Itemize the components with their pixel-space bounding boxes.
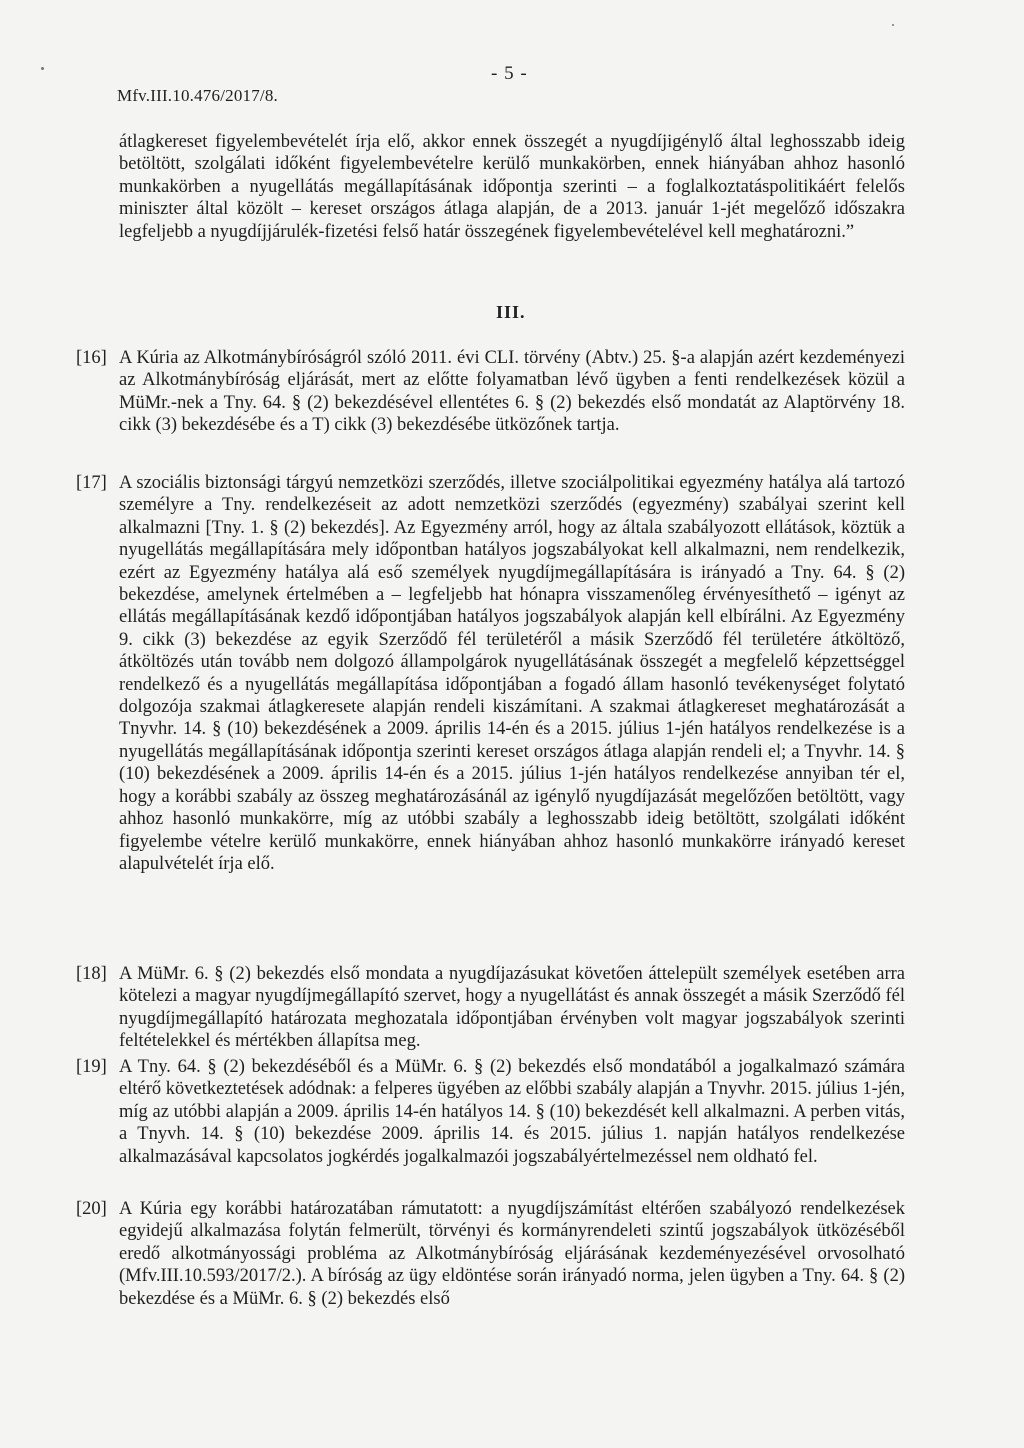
paragraph-20: [76, 1198, 905, 1310]
paragraph-number: [17]: [76, 473, 107, 493]
paragraph-18: [76, 963, 905, 1053]
intro-paragraph: átlagkereset figyelembevételét írja elő, akkor ennek összegét a nyugdíjigénylő által leghosszabb ideig betöltött, szolgálati időként figyelembevételre kerülő munkakörben, ennek hiányában ahhoz hasonló munkakörben a nyugellátás megállapításának időpontja szerinti – a foglalkoztatáspolitikáért felelős miniszter által közölt – kereset országos átlaga alapján, de a 2013. január 1-jét megelőző időszakra legfeljebb a nyugdíjjárulék-fizetési felső határ összegének figyelembevételével kell meghatározni.”: [119, 132, 905, 242]
paragraph-text: A szociális biztonsági tárgyú nemzetközi szerződés, illetve szociálpolitikai egyezmény hatálya alá tartozó személyre a Tny. rendelkezéseit az adott nemzetközi szerződés (egyezmény) szabályai szerint kell alkalmazni [Tny. 1. § (2) bekezdés]. Az Egyezmény arról, hogy az általa szabályozott ellátások, köztük a nyugellátás megállapítására mely időpontban hatályos jogszabályokat kell alkalmazni, nem rendelkezik, ezért az Egyezmény hatálya alá eső személyek nyugdíjmegállapítására is irányadó a Tny. 64. § (2) bekezdése, amelynek értelmében a – legfeljebb hat hónapra visszamenőleg érvényesíthető – igényt az ellátás megállapításának kezdő időpontjában hatályos jogszabályok alapján kell elbírálni. Az Egyezmény 9. cikk (3) bekezdése az egyik Szerződő fél területéről a másik Szerződő fél területére átköltöző, átköltözés után tovább nem dolgozó állampolgárok nyugellátásának összegét a megfelelő képzettséggel rendelkező és a nyugellátás megállapítása időpontjában a fogadó állam hasonló tevékenységet folytató dolgozója szakmai átlagkeresete alapján rendeli kiszámítani. A szakmai átlagkereset meghatározását a Tnyvhr. 14. § (10) bekezdésének a 2009. április 14-én és a 2015. július 1-jén hatályos rendelkezése is a nyugellátás megállapításának időpontja szerinti kereset országos átlaga alapján rendeli el; a Tnyvhr. 14. § (10) bekezdésének a 2009. április 14-én és a 2015. július 1-jén hatályos rendelkezése annyiban tér el, hogy a korábbi szabály az összeg meghatározásánál az igénylő nyugdíjazását megelőzően betöltött, vagy ahhoz hasonló munkakörre, míg az utóbbi szabály a leghosszabb ideig betöltött, szolgálati időként figyelembe vételre kerülő munkakörre, ennek hiányában ahhoz hasonló munkakörre irányadó kereset alapulvételét írja elő.: [119, 473, 905, 874]
case-number: Mfv.III.10.476/2017/8.: [117, 86, 279, 105]
paragraph-text: A Kúria az Alkotmánybíróságról szóló 2011. évi CLI. törvény (Abtv.) 25. §-a alapján azért kezdeményezi az Alkotmánybíróság eljárását, mert az előtte folyamatban lévő ügyben a fenti rendelkezések közül a MüMr.-nek a Tny. 64. § (2) bekezdésével ellentétes 6. § (2) bekezdés első mondatát az Alaptörvény 18. cikk (3) bekezdésébe és a T) cikk (3) bekezdésébe ütközőnek tartja.: [119, 348, 905, 436]
paragraph-17: [76, 472, 905, 875]
paragraph-number: [16]: [76, 348, 107, 368]
paragraph-16: [76, 347, 905, 437]
page-number: - 5 -: [491, 63, 528, 84]
paragraph-text: A Kúria egy korábbi határozatában rámutatott: a nyugdíjszámítást eltérően szabályozó rendelkezések egyidejű alkalmazása folytán felmerült, törvényi és kormányrendeleti szintű jogszabályok ütközéséből eredő alkotmányossági probléma az Alkotmánybíróság eljárásának kezdeményezésével orvosolható (Mfv.III.10.593/2017/2.). A bíróság az ügy eldöntése során irányadó norma, jelen ügyben a Tny. 64. § (2) bekezdése és a MüMr. 6. § (2) bekezdés első: [119, 1199, 905, 1309]
paragraph-19: [76, 1056, 905, 1168]
scan-speck: [41, 67, 44, 70]
paragraph-text: A Tny. 64. § (2) bekezdéséből és a MüMr. 6. § (2) bekezdés első mondatából a jogalkalmazó számára eltérő következtetések adódnak: a felperes ügyében az előbbi szabály alapján a Tnyvhr. 2015. július 1-jén, míg az utóbbi alapján a 2009. április 14-én hatályos 14. § (10) bekezdését kell alkalmazni. A perben vitás, a Tnyvh. 14. § (10) bekezdése 2009. április 14. és 2015. július 1. napján hatályos rendelkezése alkalmazásával kapcsolatos jogkérdés jogalkalmazói jogszabályértelmezéssel nem oldható fel.: [119, 1057, 905, 1167]
scan-speck: [892, 24, 894, 26]
paragraph-text: A MüMr. 6. § (2) bekezdés első mondata a nyugdíjazásukat követően áttelepült személyek esetében arra kötelezi a magyar nyugdíjmegállapító szervet, hogy a nyugellátást és annak összegét a másik Szerződő fél nyugdíjmegállapító határozata meghozatala időpontjában érvényben volt magyar jogszabályok szerinti feltételekkel és mértékben állapítsa meg.: [119, 964, 905, 1052]
section-title: III.: [496, 302, 526, 322]
paragraph-number: [20]: [76, 1199, 107, 1219]
paragraph-number: [19]: [76, 1057, 107, 1077]
paragraph-number: [18]: [76, 964, 107, 984]
